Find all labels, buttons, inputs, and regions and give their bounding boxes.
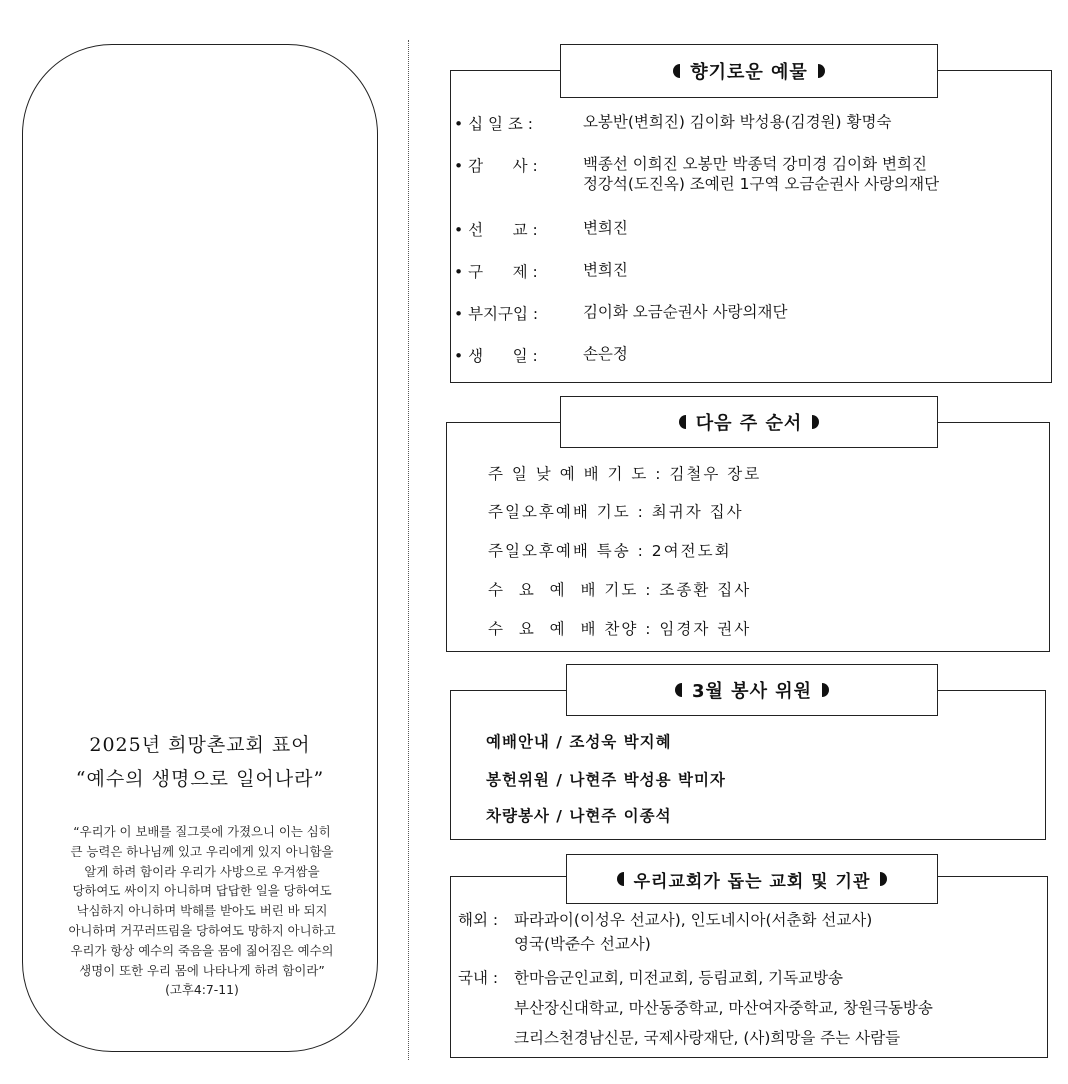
verse-line: “우리가 이 보배를 질그릇에 가졌으니 이는 심히: [73, 824, 331, 839]
schedule-row: 주일오후예배 특송 : 2여전도회: [488, 542, 732, 560]
offering-row-thanks: • 감 사 : 백종선 이희진 오봉만 박종덕 강미경 김이화 변희진 정강석(도진옥) 조예린 1구역 오금순권사 사랑의재단: [454, 155, 940, 193]
offering-row-mission: • 선 교 : 변희진: [454, 219, 628, 239]
offering-row-relief: • 구 제 : 변희진: [454, 261, 628, 281]
next-week-title: 다음 주 순서: [560, 396, 938, 448]
service-row: 예배안내 / 조성욱 박지혜: [486, 733, 672, 751]
verse-line: 알게 하려 함이라 우리가 사방으로 우겨쌈을: [84, 863, 320, 879]
verse-line: 아니하며 거꾸러뜨림을 당하여도 망하지 아니하고: [68, 922, 336, 938]
fold-divider: [408, 40, 409, 1060]
service-title: 3월 봉사 위원: [566, 664, 938, 716]
right-bracket-icon: [812, 415, 819, 429]
verse-line: 큰 능력은 하나님께 있고 우리에게 있지 아니함을: [70, 843, 334, 859]
bible-verse: [34, 822, 370, 1000]
schedule-row: 주 일 낮 예 배 기 도 : 김철우 장로: [488, 465, 762, 483]
support-domestic-label: 국내 :: [458, 969, 499, 987]
support-overseas-list: [514, 908, 872, 956]
left-bracket-icon: [679, 415, 686, 429]
verse-reference: (고후4:7-11): [165, 982, 239, 998]
verse-line: 낙심하지 아니하며 박해를 받아도 버린 바 되지: [76, 903, 328, 919]
service-row: 봉헌위원 / 나현주 박성용 박미자: [486, 771, 726, 789]
left-bracket-icon: [617, 872, 624, 886]
support-domestic-list: [514, 966, 933, 1050]
schedule-row: 수 요 예 배 기도 : 조종환 집사: [488, 581, 752, 599]
verse-line: 생명이 또한 우리 몸에 나타나게 하려 함이라”: [79, 962, 325, 978]
schedule-row: 수 요 예 배 찬양 : 임경자 권사: [488, 620, 752, 638]
left-bracket-icon: [675, 683, 682, 697]
verse-line: 우리가 항상 예수의 죽음을 몸에 짊어짐은 예수의: [70, 942, 334, 958]
support-line: 크리스천경남신문, 국제사랑재단, (사)희망을 주는 사람들: [514, 1029, 901, 1047]
support-overseas-label: 해외 :: [458, 911, 499, 929]
left-bracket-icon: [673, 64, 680, 78]
support-line: 파라과이(이성우 선교사), 인도네시아(서춘화 선교사): [514, 911, 873, 929]
support-line: 부산장신대학교, 마산동중학교, 마산여자중학교, 창원극동방송: [514, 999, 933, 1017]
schedule-row: 주일오후예배 기도 : 최귀자 집사: [488, 503, 744, 521]
offering-row-land: • 부지구입 : 김이화 오금순권사 사랑의재단: [454, 303, 788, 323]
offering-row-tithe: • 십 일 조 : 오봉반(변희진) 김이화 박성용(김경원) 황명숙: [454, 113, 892, 133]
support-title: 우리교회가 돕는 교회 및 기관: [566, 854, 938, 904]
right-bracket-icon: [880, 872, 887, 886]
service-row: 차량봉사 / 나현주 이종석: [486, 807, 672, 825]
offerings-title: 향기로운 예물: [560, 44, 938, 98]
verse-line: 당하여도 싸이지 아니하며 답답한 일을 당하여도: [72, 883, 332, 899]
right-bracket-icon: [818, 64, 825, 78]
right-bracket-icon: [822, 683, 829, 697]
support-line: 한마음군인교회, 미전교회, 등림교회, 기독교방송: [514, 969, 844, 987]
motto-subtitle: “예수의 생명으로 일어나라”: [75, 768, 325, 790]
support-line: 영국(박준수 선교사): [514, 935, 651, 953]
motto-title: 2025년 희망촌교회 표어: [89, 734, 311, 756]
offering-row-birthday: • 생 일 : 손은정: [454, 345, 628, 365]
